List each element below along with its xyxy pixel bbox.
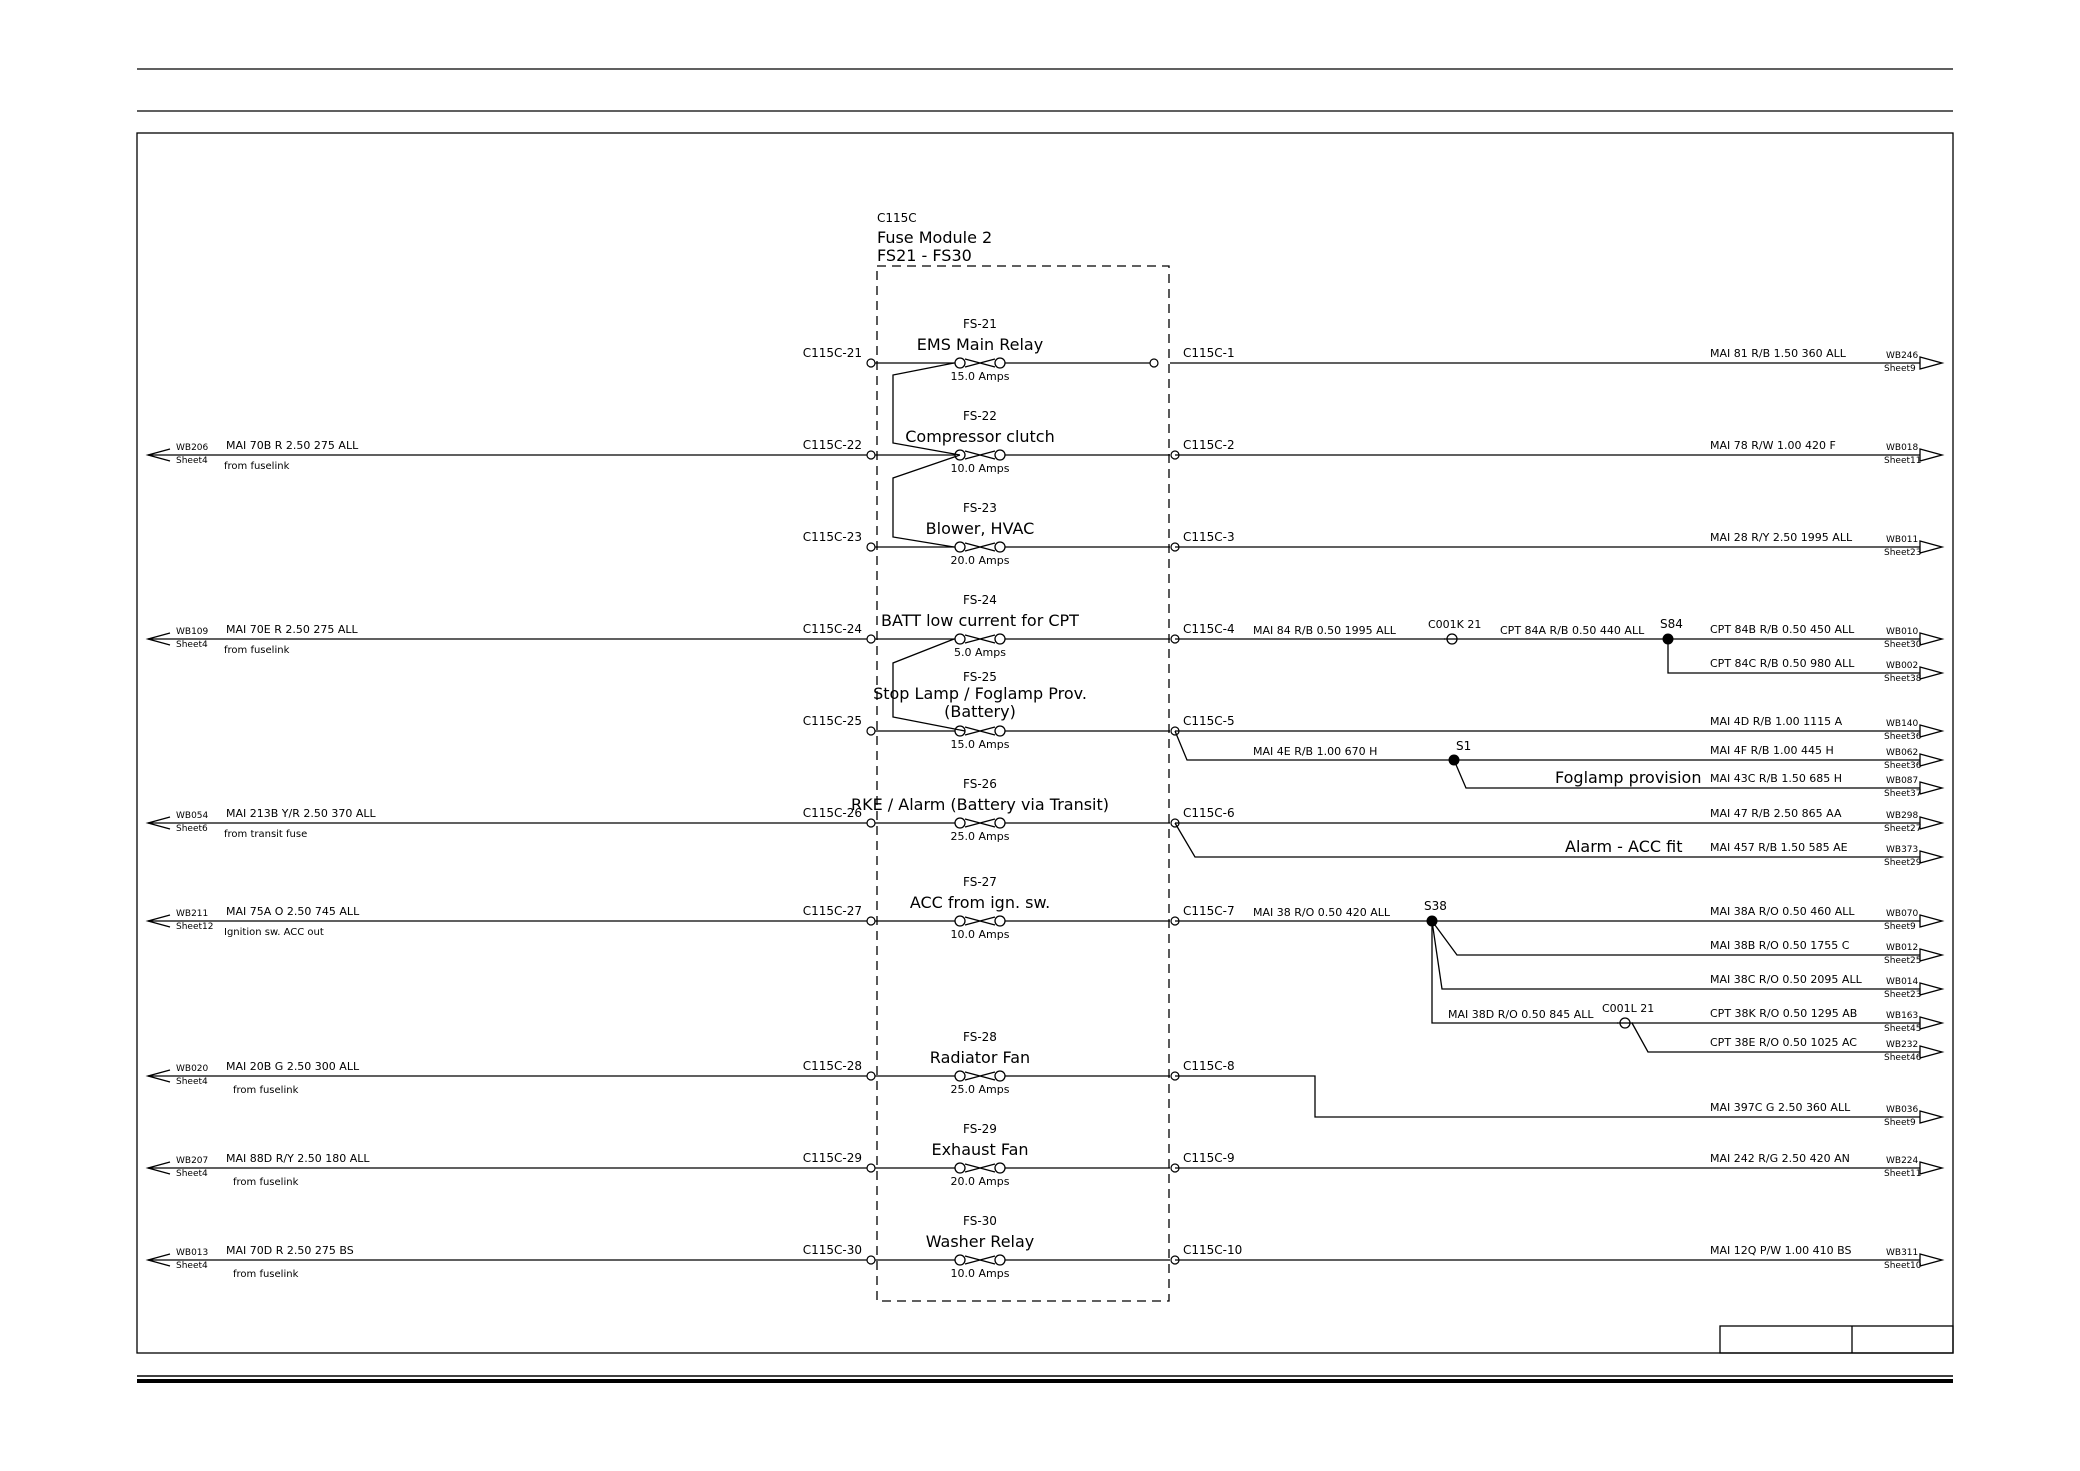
wb-ref: WB020 [176,1064,209,1074]
fuse-terminal-icon [995,726,1005,736]
wb-ref: WB109 [176,627,209,637]
right-output [1710,347,1942,374]
sheet-ref: Sheet25 [1884,956,1922,966]
wire-label: MAI 12Q P/W 1.00 410 BS [1710,1244,1852,1257]
connector-c001l [1617,1018,1633,1028]
fuse-id: FS-30 [963,1214,997,1228]
s38-label: S38 [1424,899,1447,913]
right-output [1710,1152,1942,1179]
fuse-id: FS-22 [963,409,997,423]
sheet-ref: Sheet9 [1884,922,1916,932]
fuse-description: ACC from ign. sw. [909,893,1051,912]
arrow-right-icon [1920,633,1942,645]
arrow-right-icon [1920,1046,1942,1058]
wire-label: MAI 28 R/Y 2.50 1995 ALL [1710,531,1853,544]
wb-ref: WB224 [1886,1156,1919,1166]
sheet-ref: Sheet9 [1884,364,1916,374]
wire-label: MAI 81 R/B 1.50 360 ALL [1710,347,1846,360]
sheet-ref: Sheet4 [176,1077,208,1087]
fuse-terminal-icon [995,818,1005,828]
arrow-right-icon [1920,541,1942,553]
fuse-output-pin: C115C-1 [1183,346,1235,360]
wb-ref: WB036 [1886,1105,1919,1115]
wb-ref: WB298 [1886,811,1919,821]
fuse-fs-29 [803,1122,1235,1188]
fuse-fs-25 [803,670,1235,751]
wb-ref: WB232 [1886,1040,1919,1050]
wire-label: CPT 38K R/O 0.50 1295 AB [1710,1007,1858,1020]
fuse-terminal-icon [995,542,1005,552]
fuse-input-pin: C115C-25 [802,714,862,728]
feed-note: from fuselink [233,1269,299,1280]
wb-ref: WB013 [176,1248,209,1258]
wire-label: MAI 242 R/G 2.50 420 AN [1710,1152,1850,1165]
sheet-ref: Sheet4 [176,640,208,650]
splice-s84 [1663,634,1674,645]
right-output [1710,1101,1942,1128]
wb-ref: WB087 [1886,776,1919,786]
fuse-id: FS-25 [963,670,997,684]
pin-icon [867,1164,875,1172]
s84-label: S84 [1660,617,1683,631]
fuse-input-pin: C115C-24 [802,622,862,636]
pin-icon [867,917,875,925]
right-output [1710,439,1942,466]
arrow-right-icon [1920,1254,1942,1266]
wire-label: MAI 70E R 2.50 275 ALL [226,623,358,636]
fuse-terminal-icon [955,1071,965,1081]
fuse-input-pin: C115C-23 [802,530,862,544]
fuse-rating: 5.0 Amps [954,646,1006,659]
module-title: Fuse Module 2 [877,228,993,247]
fuse-input-pin: C115C-22 [802,438,862,452]
fuse-description: EMS Main Relay [916,335,1044,354]
fuse-rating: 25.0 Amps [950,830,1010,843]
wire-label: MAI 78 R/W 1.00 420 F [1710,439,1836,452]
pin-icon [867,635,875,643]
pin-icon [867,819,875,827]
fuse-terminal-icon [955,1255,965,1265]
wb-ref: WB070 [1886,909,1919,919]
fuse-fs-21 [803,317,1235,383]
fuse-element-icon [965,451,995,459]
left-feed [148,623,867,656]
arrow-right-icon [1920,782,1942,794]
wb-ref: WB246 [1886,351,1919,361]
wb-ref: WB002 [1886,661,1919,671]
left-feed [148,1244,867,1280]
fuse-element-icon [965,917,995,925]
arrow-right-icon [1920,1111,1942,1123]
fuse-description: Blower, HVAC [925,519,1035,538]
fuse-fs-23 [803,501,1235,567]
fuse-fs-24 [803,593,1235,659]
wire-label: MAI 4D R/B 1.00 1115 A [1710,715,1843,728]
wb-ref: WB054 [176,811,209,821]
wb-ref: WB014 [1886,977,1919,987]
wire-label: MAI 88D R/Y 2.50 180 ALL [226,1152,370,1165]
fuse-rating: 10.0 Amps [950,462,1010,475]
arrow-right-icon [1920,667,1942,679]
wire-38-label: MAI 38 R/O 0.50 420 ALL [1253,906,1391,919]
wire-label: MAI 4F R/B 1.00 445 H [1710,744,1834,757]
wire-label: MAI 70B R 2.50 275 ALL [226,439,359,452]
fuse-element-icon [965,359,995,367]
fuse-terminal-icon [955,358,965,368]
fuse-element-icon [965,819,995,827]
fuse-id: FS-23 [963,501,997,515]
sheet-ref: Sheet29 [1884,858,1922,868]
sheet-ref: Sheet30 [1884,640,1922,650]
wire-label: MAI 70D R 2.50 275 BS [226,1244,354,1257]
fuse-terminal-icon [995,1071,1005,1081]
feed-note: from fuselink [224,461,290,472]
sheet-ref: Sheet27 [1884,824,1922,834]
sheet-ref: Sheet4 [176,456,208,466]
sheet-ref: Sheet10 [1884,1261,1922,1271]
wire-label: CPT 84B R/B 0.50 450 ALL [1710,623,1855,636]
right-output [1710,939,1942,966]
sheet-ref: Sheet11 [1884,1169,1922,1179]
wb-ref: WB311 [1886,1248,1919,1258]
wire-84-label: MAI 84 R/B 0.50 1995 ALL [1253,624,1396,637]
left-feed [148,905,867,938]
arrow-right-icon [1920,1017,1942,1029]
feed-note: Ignition sw. ACC out [224,927,324,938]
right-output [1710,1007,1942,1034]
wire-label: MAI 75A O 2.50 745 ALL [226,905,360,918]
left-feed [148,1060,867,1096]
fuse-terminal-icon [995,450,1005,460]
arrow-right-icon [1920,1162,1942,1174]
fuse-description: Radiator Fan [929,1048,1031,1067]
fuse-element-icon [965,1072,995,1080]
fuse-rating: 10.0 Amps [950,1267,1010,1280]
fuse-rating: 10.0 Amps [950,928,1010,941]
wb-ref: WB018 [1886,443,1919,453]
wire-38d-label: MAI 38D R/O 0.50 845 ALL [1448,1008,1594,1021]
sheet-ref: Sheet38 [1884,674,1922,684]
left-feed [148,1152,867,1188]
module-ref: C115C [877,211,917,225]
fuse-output-pin: C115C-5 [1183,714,1235,728]
fuse-element-icon [965,543,995,551]
right-output [1710,807,1942,834]
sheet-ref: Sheet46 [1884,1053,1922,1063]
wb-ref: WB011 [1886,535,1919,545]
pin-icon [867,359,875,367]
fuse-group [803,317,1243,1280]
arrow-right-icon [1920,915,1942,927]
fuse-description-2: (Battery) [944,702,1016,721]
splice-s38 [1427,916,1438,927]
c001k-label: C001K 21 [1428,618,1482,631]
fuse-input-pin: C115C-27 [802,904,862,918]
feed-note: from fuselink [233,1085,299,1096]
c001l-label: C001L 21 [1602,1002,1655,1015]
wb-ref: WB062 [1886,748,1919,758]
wb-ref: WB207 [176,1156,209,1166]
fuse-terminal-icon [995,634,1005,644]
fuse-rating: 20.0 Amps [950,1175,1010,1188]
sheet-ref: Sheet12 [176,922,214,932]
wire-label: MAI 397C G 2.50 360 ALL [1710,1101,1851,1114]
fuse-id: FS-21 [963,317,997,331]
right-output [1710,657,1942,684]
fuse-description: Exhaust Fan [931,1140,1029,1159]
fuse-output-pin: C115C-3 [1183,530,1235,544]
sheet-ref: Sheet36 [1884,761,1922,771]
right-output [1710,531,1942,558]
fuse-fs-26 [803,777,1235,843]
fuse-element-icon [965,1256,995,1264]
fuse-element-icon [965,635,995,643]
wire-label: MAI 38C R/O 0.50 2095 ALL [1710,973,1862,986]
fuse-description: Washer Relay [925,1232,1035,1251]
arrow-right-icon [1920,983,1942,995]
fuse-input-pin: C115C-28 [802,1059,862,1073]
arrow-right-icon [1920,817,1942,829]
fuse-output-pin: C115C-9 [1183,1151,1235,1165]
pin-icon [1150,359,1158,367]
right-output [1710,715,1942,742]
right-output [1710,841,1942,868]
sheet-ref: Sheet11 [1884,456,1922,466]
fuse-terminal-icon [995,1255,1005,1265]
fuse-id: FS-29 [963,1122,997,1136]
fuse-description: RKE / Alarm (Battery via Transit) [850,795,1110,814]
wire-label: MAI 457 R/B 1.50 585 AE [1710,841,1848,854]
sheet-ref: Sheet4 [176,1169,208,1179]
fuse-output-pin: C115C-8 [1183,1059,1235,1073]
sheet-ref: Sheet6 [176,824,208,834]
fuse-id: FS-26 [963,777,997,791]
wire-label: CPT 38E R/O 0.50 1025 AC [1710,1036,1857,1049]
splice-s1 [1449,755,1460,766]
fuse-terminal-icon [995,916,1005,926]
wb-ref: WB010 [1886,627,1919,637]
wb-ref: WB140 [1886,719,1919,729]
wb-ref: WB012 [1886,943,1919,953]
left-feeds [148,439,867,1280]
wire-label: MAI 213B Y/R 2.50 370 ALL [226,807,376,820]
wire-label: MAI 43C R/B 1.50 685 H [1710,772,1843,785]
arrow-right-icon [1920,449,1942,461]
right-outputs [1710,347,1942,1271]
fuse-rating: 15.0 Amps [950,738,1010,751]
fuse-fs-30 [803,1214,1243,1280]
fuse-description: Compressor clutch [905,427,1055,446]
left-feed [148,807,867,840]
fuse-input-pin: C115C-26 [802,806,862,820]
arrow-right-icon [1920,949,1942,961]
fuse-rating: 15.0 Amps [950,370,1010,383]
fuse-input-pin: C115C-21 [802,346,862,360]
fuse-terminal-icon [955,634,965,644]
right-output [1710,1036,1942,1063]
fuse-rating: 25.0 Amps [950,1083,1010,1096]
fuse-input-pin: C115C-29 [802,1151,862,1165]
sheet-ref: Sheet45 [1884,1024,1922,1034]
fuse-output-pin: C115C-7 [1183,904,1235,918]
right-output [1710,772,1942,799]
pin-icon [867,727,875,735]
alarm-label: Alarm - ACC fit [1565,837,1683,856]
fuse-output-pin: C115C-2 [1183,438,1235,452]
fuse-fs-27 [803,875,1235,941]
fuse-terminal-icon [995,358,1005,368]
sheet-ref: Sheet23 [1884,548,1922,558]
wb-ref: WB206 [176,443,209,453]
fuse-fs-22 [803,409,1235,475]
wb-ref: WB373 [1886,845,1919,855]
arrow-right-icon [1920,851,1942,863]
wire-label: MAI 47 R/B 2.50 865 AA [1710,807,1842,820]
arrow-right-icon [1920,357,1942,369]
module-header [877,211,992,265]
wire-4e-label: MAI 4E R/B 1.00 670 H [1253,745,1378,758]
sheet-ref: Sheet36 [1884,732,1922,742]
right-output [1710,905,1942,932]
s1-label: S1 [1456,739,1472,753]
fuse-output-pin: C115C-10 [1183,1243,1243,1257]
fuse-id: FS-27 [963,875,997,889]
wire-84a-label: CPT 84A R/B 0.50 440 ALL [1500,624,1645,637]
fuse-output-pin: C115C-4 [1183,622,1235,636]
wire-label: MAI 38B R/O 0.50 1755 C [1710,939,1850,952]
fuse-description: Stop Lamp / Foglamp Prov. [873,684,1087,703]
fuse-input-pin: C115C-30 [802,1243,862,1257]
sheet-ref: Sheet37 [1884,789,1922,799]
pin-icon [867,451,875,459]
right-output [1710,623,1942,650]
wb-ref: WB163 [1886,1011,1919,1021]
fuse-id: FS-24 [963,593,997,607]
right-output [1710,744,1942,771]
fuse-terminal-icon [955,818,965,828]
wire-label: MAI 38A R/O 0.50 460 ALL [1710,905,1855,918]
arrow-right-icon [1920,725,1942,737]
left-feed [148,439,867,472]
fuse-terminal-icon [955,542,965,552]
fuse-id: FS-28 [963,1030,997,1044]
right-output [1710,973,1942,1000]
fuse-element-icon [965,1164,995,1172]
arrow-right-icon [1920,754,1942,766]
fuse-terminal-icon [955,1163,965,1173]
fuse-terminal-icon [995,1163,1005,1173]
feed-note: from fuselink [224,645,290,656]
feed-note: from transit fuse [224,829,308,840]
connector-c001k [1444,634,1460,644]
fuse-description: BATT low current for CPT [881,611,1079,630]
module-range: FS21 - FS30 [877,246,972,265]
right-output [1710,1244,1942,1271]
sheet-ref: Sheet9 [1884,1118,1916,1128]
wire-label: CPT 84C R/B 0.50 980 ALL [1710,657,1855,670]
sheet-ref: Sheet23 [1884,990,1922,1000]
fuse-terminal-icon [955,916,965,926]
sheet-ref: Sheet4 [176,1261,208,1271]
wb-ref: WB211 [176,909,209,919]
feed-note: from fuselink [233,1177,299,1188]
fuse-fs-28 [803,1030,1235,1096]
pin-icon [867,543,875,551]
pin-icon [867,1072,875,1080]
fuse-element-icon [965,727,995,735]
wire-label: MAI 20B G 2.50 300 ALL [226,1060,360,1073]
foglamp-label: Foglamp provision [1555,768,1702,787]
fuse-rating: 20.0 Amps [950,554,1010,567]
pin-icon [867,1256,875,1264]
fuse-output-pin: C115C-6 [1183,806,1235,820]
